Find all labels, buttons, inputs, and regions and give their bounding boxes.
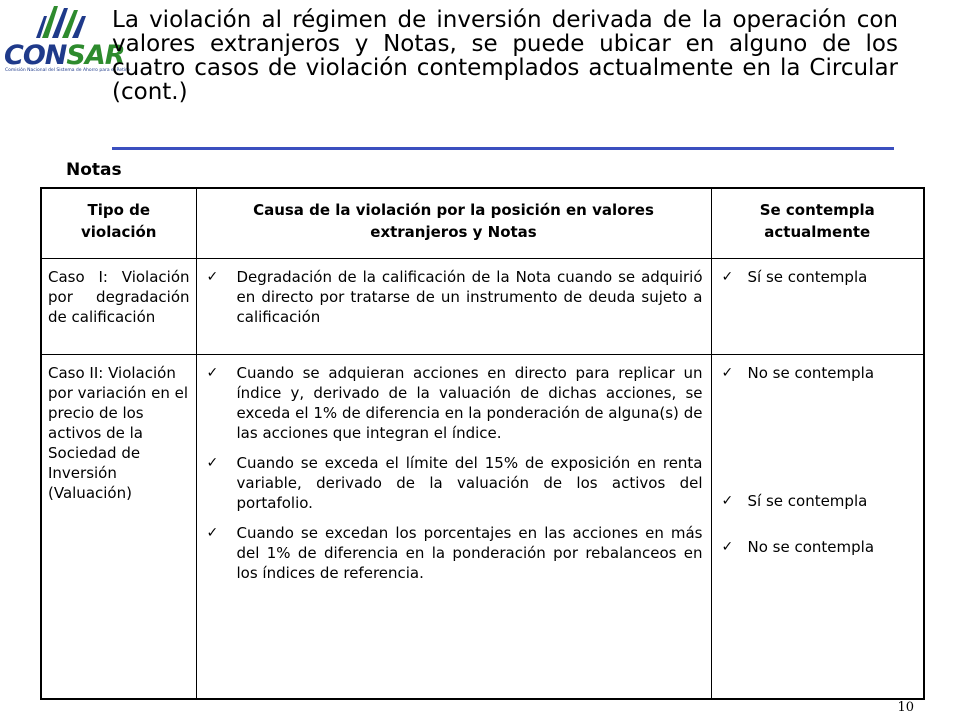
checkmark-icon: ✓	[721, 364, 734, 381]
list-item: ✓ Degradación de la calificación de la Nota cuando se adquirió en directo por tratarse de un instrumento de deuda sujeto a calificación	[206, 267, 703, 326]
title-divider	[112, 147, 894, 150]
header-status: Se contempla actualmente	[711, 188, 924, 258]
logo-wordmark: CONSAR	[4, 40, 125, 71]
header-type: Tipo de violación	[41, 188, 196, 258]
checkmark-icon: ✓	[721, 538, 734, 555]
checkmark-icon: ✓	[206, 454, 219, 471]
logo-emblem-icon	[2, 2, 102, 42]
violations-table	[40, 187, 925, 700]
list-item: ✓ Cuando se exceda el límite del 15% de exposición en renta variable, derivado de la valuación de los activos del portafolio.	[206, 453, 703, 512]
table-row	[41, 258, 924, 354]
checkmark-icon: ✓	[206, 524, 219, 541]
checkmark-icon: ✓	[721, 268, 734, 285]
checkmark-icon: ✓	[721, 492, 734, 509]
checkmark-icon: ✓	[206, 268, 219, 285]
list-item: ✓ Sí se contempla	[721, 491, 868, 510]
row-causes	[196, 354, 711, 699]
consar-logo	[2, 2, 130, 73]
list-item: ✓ No se contempla	[721, 363, 875, 382]
section-label: Notas	[66, 160, 122, 180]
row-causes	[196, 258, 711, 354]
table-header-row	[41, 188, 924, 258]
page-number: 10	[897, 700, 914, 715]
header-cause: Causa de la violación por la posición en valores extranjeros y Notas	[196, 188, 711, 258]
list-item: ✓ No se contempla	[721, 537, 875, 556]
logo-subtitle: Comisión Nacional del Sistema de Ahorro para el Retiro	[5, 68, 130, 73]
list-item: ✓ Cuando se excedan los porcentajes en las acciones en más del 1% de diferencia en la ponderación por rebalanceos en los índices de referencia.	[206, 523, 703, 582]
row-type: Caso I: Violación por degradación de calificación	[41, 258, 196, 354]
checkmark-icon: ✓	[206, 364, 219, 381]
row-status	[711, 258, 924, 354]
row-type: Caso II: Violación por variación en el precio de los activos de la Sociedad de Inversión (Valuación)	[41, 354, 196, 699]
list-item: ✓ Cuando se adquieran acciones en directo para replicar un índice y, derivado de la valuación de dichas acciones, se exceda el 1% de diferencia en la ponderación de alguna(s) de las acciones que integran el índice.	[206, 363, 703, 442]
row-status	[711, 354, 924, 699]
list-item: ✓ Sí se contempla	[721, 267, 868, 286]
slide-title: La violación al régimen de inversión derivada de la operación con valores extranjeros y Notas, se puede ubicar en alguno de los cuatro casos de violación contemplados actualmente en la Circular (cont.)	[112, 7, 898, 105]
table-row	[41, 354, 924, 699]
